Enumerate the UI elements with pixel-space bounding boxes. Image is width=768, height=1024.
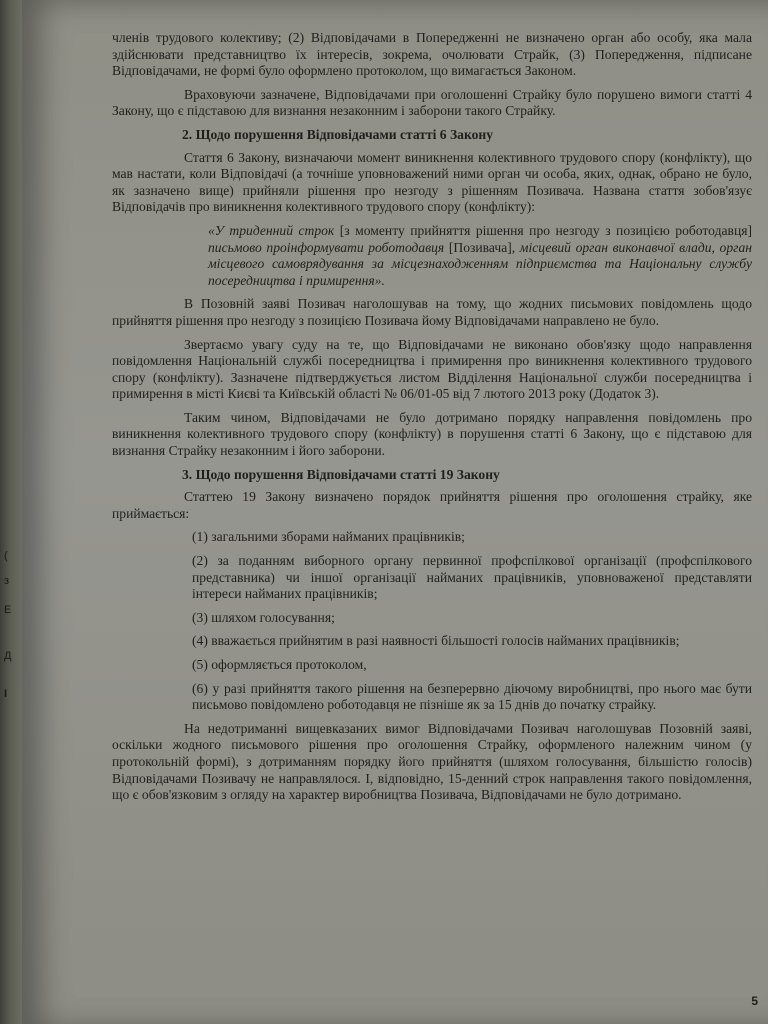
paragraph: Статтею 19 Закону визначено порядок прийняття рішення про оголошення страйку, яке приймається: [112, 489, 752, 521]
margin-mark: І [4, 688, 8, 700]
paragraph: Таким чином, Відповідачами не було дотримано порядку направлення повідомлень про виникнення колективного трудового спору (конфлікту) в порушення статті 6 Закону, що є підставою для визнання Страйку незаконним і його заборони. [112, 409, 752, 459]
document-page [22, 0, 768, 1024]
list-item: (6) у разі прийняття такого рішення на безперервно діючому виробництві, про нього має бути письмово повідомлено роботодавця не пізніше як за 15 днів до початку страйку. [192, 680, 752, 713]
quote-part: , місцевий орган виконавчої влади, орган місцевого самоврядування за місцезнаходженням підприємства та Національну службу посередництва і примирення». [208, 239, 752, 288]
section-heading: 3. Щодо порушення Відповідачами статті 19 Закону [182, 466, 500, 482]
paragraph: Звертаємо увагу суду на те, що Відповідачами не виконано обов'язку щодо направлення повідомлення Національній службі посередництва і примирення про виникнення колективного трудового спору (конфлікту). Зазначене підтверджується листом Відділення Національної служби посередництва і примирення в місті Києві та Київській області № 06/01-05 від 7 лютого 2013 року (Додаток 3). [112, 336, 752, 402]
quote-insertion: [з моменту прийняття рішення про незгоду з позицією роботодавця] [339, 222, 752, 238]
paragraph: членів трудового колективу; (2) Відповідачами в Попередженні не визначено орган або особу, яка мала здійснювати представництво їх інтересів, зокрема, очолювати Страйк, (3) Попередження, підписане Відповідачами, не формі було оформлено протоколом, що вимагається Законом. [112, 30, 752, 79]
list-item: (4) вважається прийнятим в разі наявності більшості голосів найманих працівників; [192, 633, 680, 649]
paragraph: Стаття 6 Закону, визначаючи момент виникнення колективного трудового спору (конфлікту), що мав настати, коли Відповідачі (а точніше уповноважений ними орган чи особа, яких, однак, обрано не було, як зазначено вище) прийняли рішення про незгоду з рішенням Позивача. Названа стаття зобов'язує Відповідачів про виникнення колективного трудового спору (конфлікту): [112, 149, 752, 215]
quote-part: «У триденний строк [208, 222, 340, 238]
quote-part: письмово проінформувати роботодавця [208, 239, 449, 255]
list-item: (3) шляхом голосування; [192, 609, 335, 625]
margin-mark: ( [4, 550, 8, 562]
section-heading: 2. Щодо порушення Відповідачами статті 6 Закону [182, 126, 494, 142]
paragraph: На недотриманні вищевказаних вимог Відповідачами Позивач наголошував Позовній заяві, оскільки жодного письмового рішення про оголошення Страйку, оформленого належним чином (у протокольній формі), з дотриманням порядку його прийняття (шляхом голосування, більшістю голосів) Відповідачами Позивачу не направлялося. І, відповідно, 15-денний строк направлення такого повідомлення, що є обов'язковим з огляду на характер виробництва Позивача, Відповідачами не було дотримано. [112, 720, 752, 803]
margin-mark: Д [4, 650, 12, 662]
list-item: (5) оформляється протоколом, [192, 657, 367, 672]
list-item: (1) загальними зборами найманих працівників; [192, 529, 465, 545]
paragraph: В Позовній заяві Позивач наголошував на тому, що жодних письмових повідомлень щодо прийняття рішення про незгоду з позицією Позивача йому Відповідачами направлено не було. [112, 296, 752, 328]
law-quote [208, 223, 752, 289]
document-body [112, 30, 752, 811]
quote-insertion: [Позивача] [448, 239, 512, 255]
margin-mark: Е [4, 604, 12, 616]
margin-mark: з [4, 575, 10, 587]
page-number: 5 [751, 994, 758, 1008]
list-item: (2) за поданням виборного органу первинної профспілкової організації (профспілкового представника) чи іншої організації найманих працівників, уповноваженої представляти інтереси найманих працівників; [192, 553, 752, 602]
paragraph: Враховуючи зазначене, Відповідачами при оголошенні Страйку було порушено вимоги статті 4 Закону, що є підставою для визнання незаконним і заборони такого Страйку. [112, 86, 752, 119]
